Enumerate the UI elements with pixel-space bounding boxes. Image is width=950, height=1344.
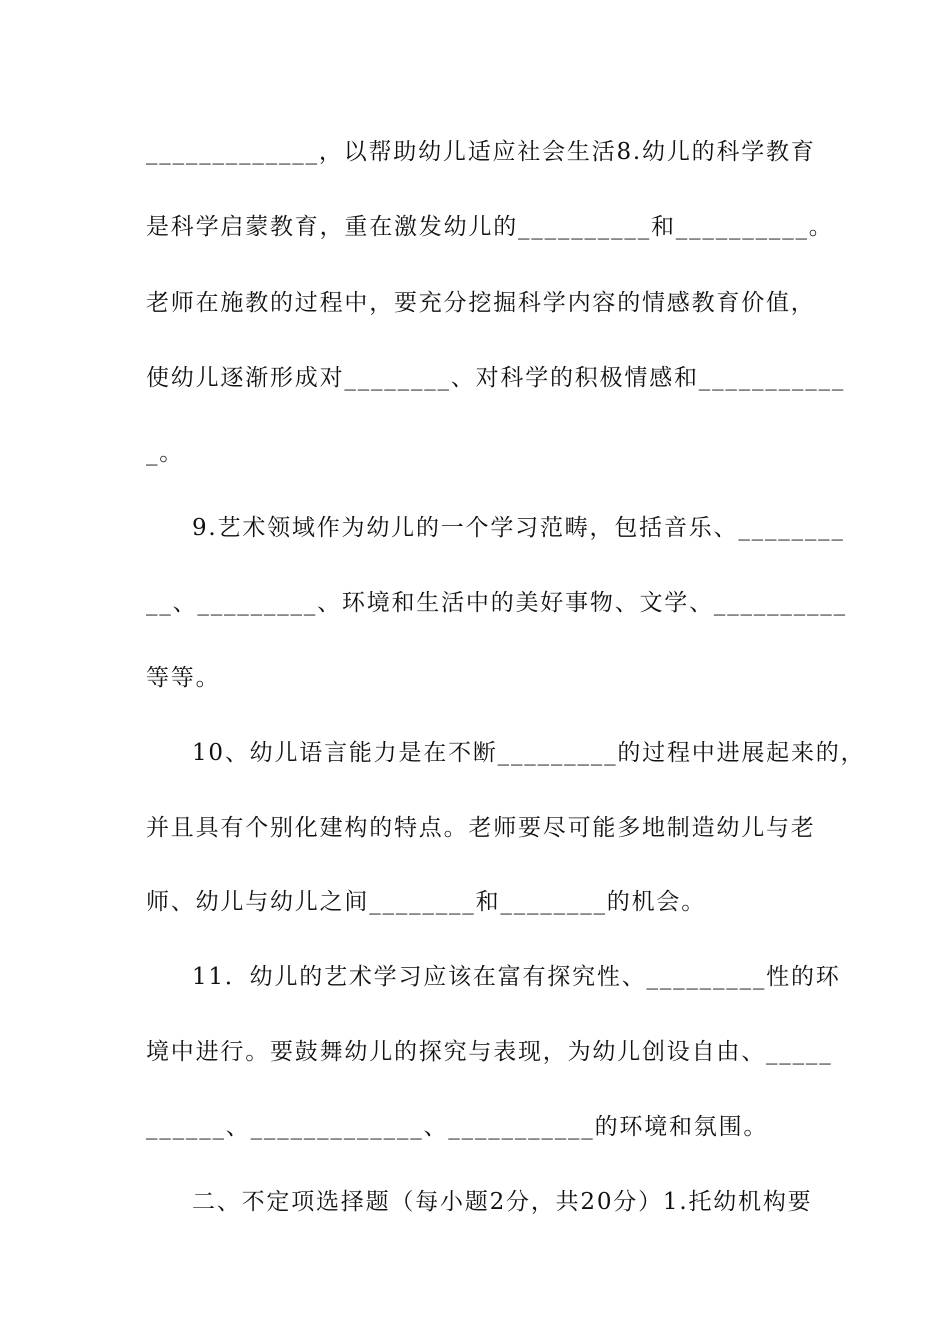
question-11-line-1: 11．幼儿的艺术学习应该在富有探究性、_________性的环 — [192, 964, 841, 990]
text-line-1: _____________，以帮助幼儿适应社会生活8.幼儿的科学教育 — [146, 139, 816, 165]
question-9-line-1: 9.艺术领域作为幼儿的一个学习范畴，包括音乐、________ — [192, 515, 845, 541]
question-10-line-3: 师、幼儿与幼儿之间________和________的机会。 — [146, 889, 706, 915]
text-line-5: _。 — [146, 440, 185, 466]
text-line-4: 使幼儿逐渐形成对________、对科学的积极情感和___________ — [146, 365, 846, 391]
question-9-line-2: __、_________、环境和生活中的美好事物、文学、__________ — [146, 590, 847, 616]
section-2-heading: 二、不定项选择题（每小题2分，共20分）1.托幼机构要 — [192, 1189, 813, 1215]
question-11-line-2: 境中进行。要鼓舞幼儿的探究与表现，为幼儿创设自由、_____ — [146, 1039, 833, 1065]
text-line-2: 是科学启蒙教育，重在激发幼儿的__________和__________。 — [146, 214, 834, 240]
text-line-3: 老师在施教的过程中，要充分挖掘科学内容的情感教育价值， — [146, 290, 816, 316]
question-10-line-2: 并且具有个别化建构的特点。老师要尽可能多地制造幼儿与老 — [146, 815, 816, 841]
question-9-line-3: 等等。 — [146, 665, 221, 691]
question-11-line-3: ______、_____________、___________的环境和氛围。 — [146, 1114, 769, 1140]
question-10-line-1: 10、幼儿语言能力是在不断_________的过程中进展起来的， — [192, 740, 866, 766]
